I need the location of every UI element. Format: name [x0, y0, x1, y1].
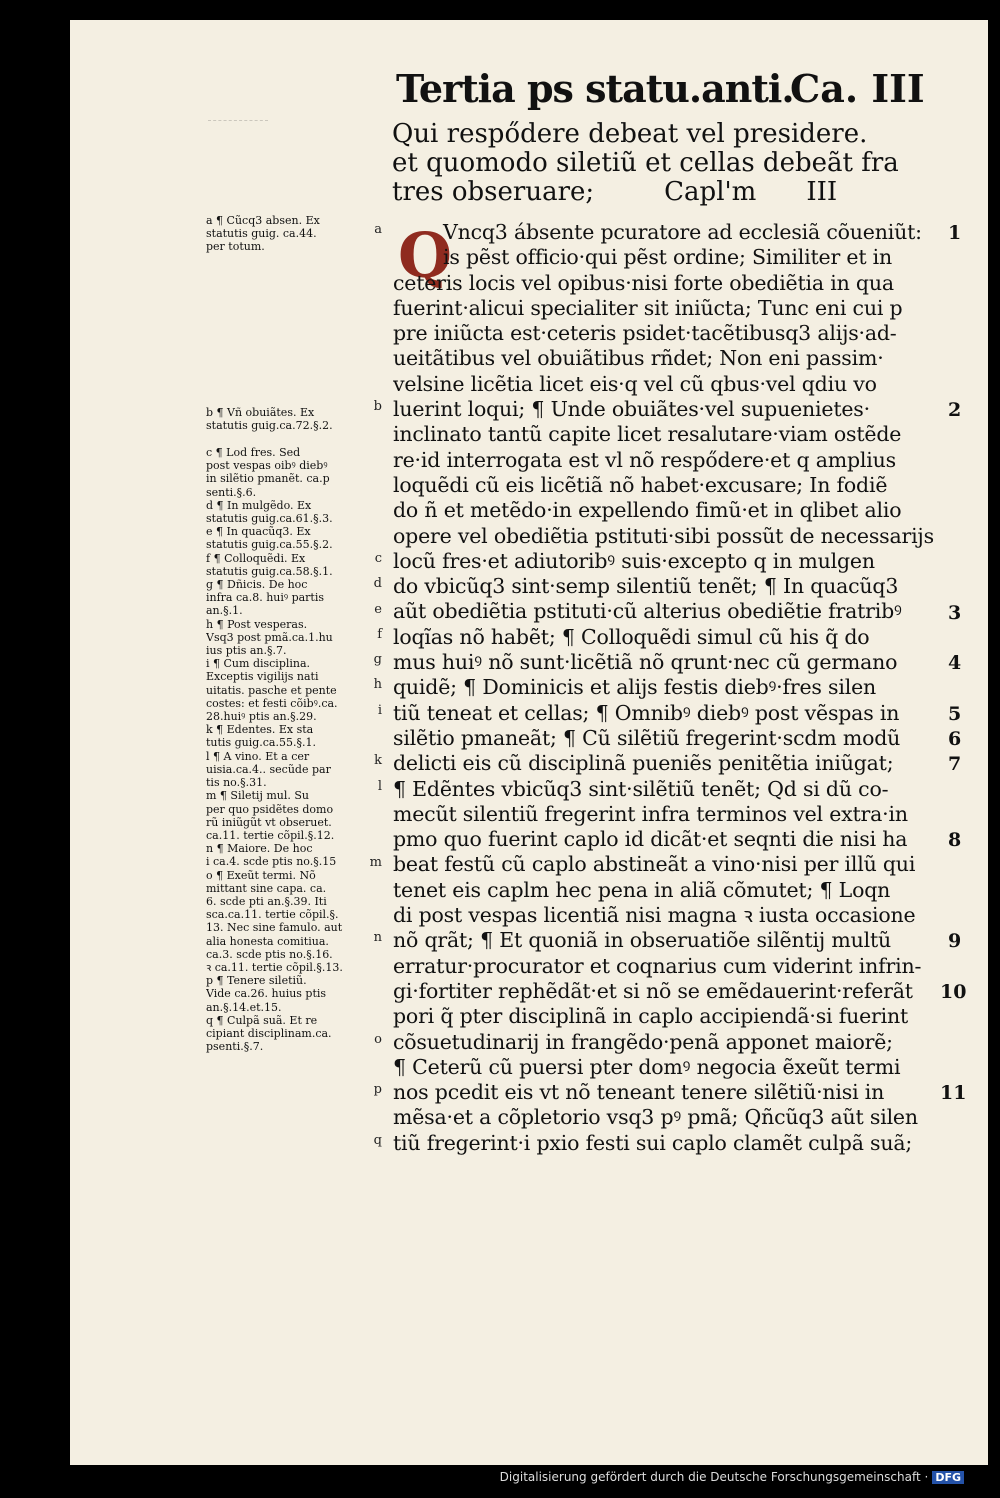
side-note: [206, 446, 376, 499]
line-letter-marker: c: [374, 550, 382, 566]
side-note-line: infra ca.8. huiꝰ partis: [206, 591, 325, 605]
title-line: et quomodo siletiũ et cellas debeãt fra: [392, 149, 899, 178]
text-line: re·id interrogata est vl nõ respődere·et q amplius: [393, 447, 896, 472]
side-note: [206, 552, 376, 578]
side-note-line: m ¶ Siletij mul. Su: [206, 789, 309, 803]
side-note-line: o ¶ Exeũt termi. Nõ: [206, 868, 316, 882]
text-line: erratur·procurator et coqnarius cum viderint infrin-: [393, 953, 922, 978]
running-title: Tertia ps statu.anti.: [396, 66, 794, 111]
side-note: [206, 525, 376, 551]
side-note-line: tutis guig.ca.55.§.1.: [206, 736, 316, 750]
side-note-line: psenti.§.7.: [206, 1040, 264, 1054]
text-line: velsine licẽtia licet eis·q vel cũ qbus·vel qdiu vo: [393, 371, 877, 396]
side-note-line: ca.11. tertie cõpil.§.12.: [206, 828, 335, 842]
line-letter-marker: g: [373, 652, 382, 668]
text-line: opere vel obediẽtia pstituti·sibi possũt de necessarijs: [393, 523, 934, 548]
side-note-line: 6. scde pti an.§.39. Iti: [206, 894, 327, 908]
text-line: do ñ et metẽdo·in expellendo fimũ·et in qlibet alio: [393, 498, 902, 523]
side-note-line: p ¶ Tenere siletiũ.: [206, 974, 307, 988]
drop-initial: Q: [398, 219, 453, 292]
line-letter-marker: m: [369, 854, 382, 870]
side-note: [206, 214, 376, 254]
note-spacer: [206, 432, 376, 446]
side-note-line: tis no.§.31.: [206, 776, 267, 790]
side-note: [206, 842, 376, 868]
side-note-line: an.§.1.: [206, 604, 243, 618]
line-letter-marker: n: [373, 930, 382, 946]
side-notes-column: [206, 214, 376, 1053]
margin-number: 10: [940, 981, 967, 1003]
side-note-line: c ¶ Lod fres. Sed: [206, 446, 301, 460]
side-note: [206, 869, 376, 975]
side-note-line: per quo psidẽtes domo: [206, 802, 334, 816]
margin-number: 2: [948, 399, 962, 422]
side-note: [206, 578, 376, 618]
text-line: ¶ Ceterũ cũ puersi pter domꝰ negocia ẽxeũt termi: [393, 1054, 901, 1079]
text-line: silẽtio pmaneãt; ¶ Cũ silẽtiũ fregerint·scdm modũ: [393, 725, 901, 750]
side-note: [206, 657, 376, 723]
side-note-line: post vespas oibꝰ diebꝰ: [206, 459, 328, 473]
side-note-line: senti.§.6.: [206, 485, 257, 499]
text-line: mus huiꝰ nõ sunt·licẽtiã nõ qrunt·nec cũ germano: [393, 650, 898, 675]
margin-number: 5: [948, 702, 962, 725]
side-note-line: ius ptis an.§.7.: [206, 644, 287, 658]
chapter-title: [392, 120, 952, 207]
footer-credit: [500, 1470, 964, 1484]
side-note-line: d ¶ In mulgẽdo. Ex: [206, 498, 312, 512]
line-letter-marker: o: [374, 1031, 382, 1047]
side-note-line: k ¶ Edentes. Ex sta: [206, 723, 314, 737]
side-note-line: q ¶ Culpã suã. Et re: [206, 1013, 318, 1027]
text-line: loquẽdi cũ eis licẽtiã nõ habet·excusare; In fodiẽ: [393, 472, 888, 497]
margin-number: 9: [948, 930, 962, 953]
side-note-line: a ¶ Cũcq3 absen. Ex: [206, 214, 320, 227]
side-note: [206, 723, 376, 749]
side-note-line: n ¶ Maiore. De hoc: [206, 842, 313, 856]
side-note-line: in silẽtio pmanẽt. ca.p: [206, 472, 330, 486]
side-note-line: statutis guig.ca.72.§.2.: [206, 418, 333, 432]
side-note-line: statutis guig.ca.61.§.3.: [206, 512, 333, 526]
title-line-text: tres obseruare;: [392, 178, 595, 207]
side-note-line: per totum.: [206, 240, 265, 254]
text-line: loqĩas nõ habẽt; ¶ Colloquẽdi simul cũ his q̃ do: [393, 624, 870, 649]
text-line: tiũ teneat et cellas; ¶ Omnibꝰ diebꝰ post vẽspas in: [393, 700, 900, 725]
line-letter-marker: h: [373, 677, 382, 693]
side-note-line: 13. Nec sine famulo. aut: [206, 921, 343, 935]
side-note-line: ca.3. scde ptis no.§.16.: [206, 947, 333, 961]
text-line: delicti eis cũ disciplinã pueniẽs penitẽtia iniũgat;: [393, 751, 894, 776]
margin-number: 11: [940, 1082, 967, 1105]
line-letter-marker: a: [374, 222, 382, 237]
text-line: gi·fortiter rephẽdãt·et si nõ se emẽdauerint·referãt: [393, 978, 913, 1003]
text-line: nos pcedit eis vt nõ teneant tenere silẽtiũ·nisi in: [393, 1080, 885, 1105]
side-note-line: Exceptis vigilijs nati: [206, 670, 319, 684]
capitulum-label: Capl'm: [664, 178, 757, 207]
text-line: ceteris locis vel opibus·nisi forte obediẽtia in qua: [393, 270, 894, 295]
side-note-line: statutis guig. ca.44.: [206, 227, 317, 241]
line-letter-marker: q: [373, 1132, 382, 1148]
line-letter-marker: e: [374, 601, 382, 617]
side-note-line: uisia.ca.4.. secũde par: [206, 762, 331, 776]
margin-number: 7: [948, 753, 962, 776]
faint-bleedthrough-mark: [208, 120, 268, 131]
text-line: do vbicũq3 sint·semp silentiũ tenẽt; ¶ In quacũq3: [393, 574, 899, 599]
margin-number: 1: [948, 222, 962, 244]
side-note: [206, 750, 376, 790]
text-line: pre iniũcta est·ceteris psidet·tacẽtibusq3 alijs·ad-: [393, 321, 897, 346]
text-line: tiũ fregerint·i pxio festi sui caplo clamẽt culpã suã;: [393, 1130, 913, 1155]
text-line: is pẽst officio·qui pẽst ordine; Similiter et in: [443, 245, 893, 270]
side-note-line: Vsq3 post pmã.ca.1.hu: [206, 630, 333, 644]
text-line: luerint loqui; ¶ Unde obuiãtes·vel supuenietes·: [393, 397, 870, 422]
side-note: [206, 499, 376, 525]
text-line: mẽsa·et a cõpletorio vsq3 pꝰ pmã; Qñcũq3 aũt silen: [393, 1105, 918, 1130]
text-line: beat festũ cũ caplo abstineãt a vino·nisi per illũ qui: [393, 852, 916, 877]
text-line: Vncq3 ábsente pcuratore ad ecclesiã cõueniũt:: [443, 220, 922, 244]
side-note-line: e ¶ In quacũq3. Ex: [206, 525, 311, 539]
capitulum-number: III: [806, 178, 838, 207]
margin-number: 8: [948, 829, 962, 852]
side-note: [206, 406, 376, 432]
text-line: pmo quo fuerint caplo id dicãt·et seqnti die nisi ha: [393, 827, 908, 852]
line-letter-marker: b: [373, 399, 382, 415]
text-line: locũ fres·et adiutoribꝰ suis·excepto q in mulgen: [393, 548, 875, 573]
line-letter-marker: p: [373, 1082, 382, 1098]
line-letter-marker: f: [377, 626, 382, 642]
text-line: nõ qrãt; ¶ Et quoniã in obseruatiõe silẽntij multũ: [393, 928, 891, 953]
side-note-line: rũ iniũgũt vt obseruet.: [206, 815, 332, 829]
note-spacer: [206, 254, 376, 406]
dfg-logo-badge: DFG: [932, 1471, 964, 1484]
side-note-line: f ¶ Colloquẽdi. Ex: [206, 551, 306, 565]
side-note-line: statutis guig.ca.55.§.2.: [206, 538, 333, 552]
main-text-column: [393, 220, 938, 1156]
line-letter-marker: k: [374, 753, 382, 769]
text-line: aũt obediẽtia pstituti·cũ alterius obediẽtie fratribꝰ: [393, 599, 902, 624]
side-note: [206, 1014, 376, 1054]
text-line: fuerint·alicui specialiter sit iniũcta; Tunc eni cui p: [393, 295, 903, 320]
text-line: mecũt silentiũ fregerint infra terminos vel extra·in: [393, 801, 908, 826]
side-note-line: g ¶ Dñicis. De hoc: [206, 578, 308, 592]
side-note-line: sca.ca.11. tertie cõpil.§.: [206, 908, 339, 922]
side-note-line: alia honesta comitiua.: [206, 934, 329, 948]
side-note-line: l ¶ A vino. Et a cer: [206, 749, 310, 763]
margin-number: 4: [948, 652, 962, 675]
title-line-last: [392, 178, 952, 207]
text-line: pori q̃ pter disciplinã in caplo accipiendã·si fuerint: [393, 1004, 909, 1029]
chapter-label: Ca. III: [790, 66, 925, 111]
side-note: [206, 974, 376, 1014]
side-note-line: uitatis. pasche et pente: [206, 683, 337, 697]
text-line: di post vespas licentiã nisi magna ꝛ iusta occasione: [393, 903, 916, 928]
side-note-line: mittant sine capa. ca.: [206, 881, 327, 895]
side-note-line: 28.huiꝰ ptis an.§.29.: [206, 710, 317, 724]
side-note: [206, 789, 376, 842]
line-letter-marker: l: [377, 778, 382, 794]
title-line: Qui respődere debeat vel presidere.: [392, 120, 868, 149]
text-line: cõsuetudinarij in frangẽdo·penã apponet maiorẽ;: [393, 1029, 893, 1054]
text-line: ¶ Edẽntes vbicũq3 sint·silẽtiũ tenẽt; Qd si dũ co-: [393, 776, 889, 801]
side-note-line: cipiant disciplinam.ca.: [206, 1026, 332, 1040]
margin-number: 6: [948, 728, 962, 750]
text-line: tenet eis caplm hec pena in aliã cõmutet; ¶ Loqn: [393, 877, 891, 902]
side-note-line: ꝛ ca.11. tertie cõpil.§.13.: [206, 960, 343, 974]
text-line: ueitãtibus vel obuiãtibus rñdet; Non eni passim·: [393, 346, 884, 371]
side-note-line: b ¶ Vñ obuiãtes. Ex: [206, 405, 315, 419]
side-note-line: h ¶ Post vesperas.: [206, 617, 308, 631]
text-line: inclinato tantũ capite licet resalutare·viam ostẽde: [393, 422, 902, 447]
side-note-line: costes: et festi cõibꝰ.ca.: [206, 696, 338, 710]
side-note-line: statutis guig.ca.58.§.1.: [206, 564, 333, 578]
line-letter-marker: d: [373, 576, 382, 592]
margin-number: 3: [948, 601, 962, 624]
side-note-line: i ca.4. scde ptis no.§.15: [206, 855, 337, 869]
side-note-line: an.§.14.et.15.: [206, 1000, 282, 1014]
line-letter-marker: i: [377, 702, 382, 718]
side-note-line: i ¶ Cum disciplina.: [206, 657, 311, 671]
side-note: [206, 618, 376, 658]
text-line: quidẽ; ¶ Dominicis et alijs festis diebꝰ·fres silen: [393, 675, 877, 700]
side-note-line: Vide ca.26. huius ptis: [206, 987, 327, 1001]
footer-text: Digitalisierung gefördert durch die Deutsche Forschungsgemeinschaft ·: [499, 1470, 929, 1484]
